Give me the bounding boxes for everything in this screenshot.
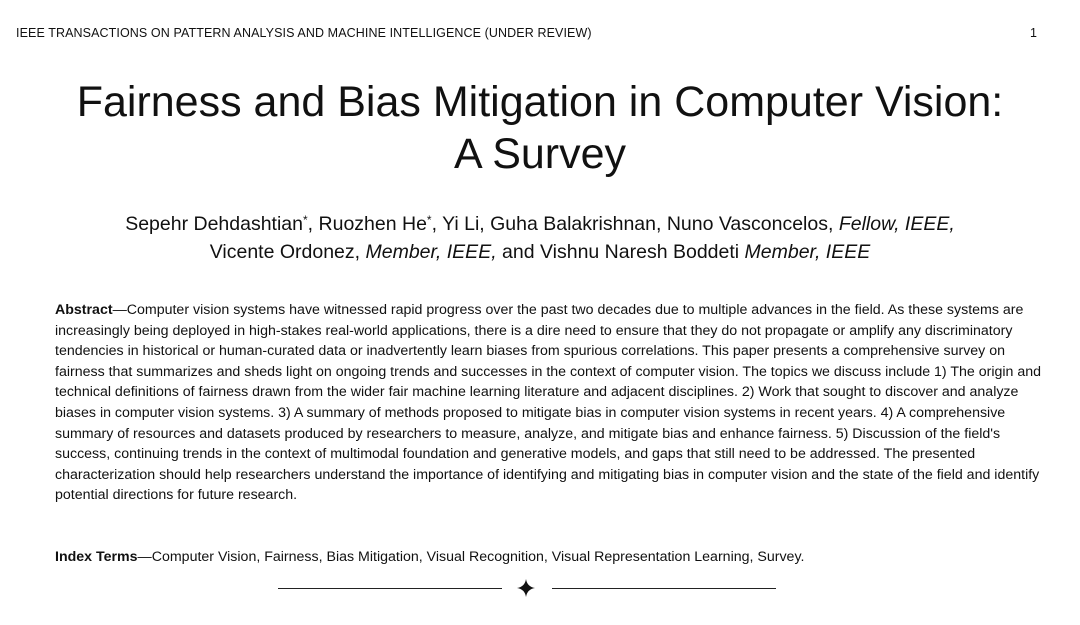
author-names: , Yi Li, Guha Balakrishnan, Nuno Vasconcelos, [431, 213, 839, 235]
author-line-1 [0, 210, 1080, 238]
author-name: Sepehr Dehdashtian [125, 213, 303, 235]
author-line-2 [0, 238, 1080, 266]
equal-contribution-mark: * [303, 213, 308, 227]
page-number: 1 [1030, 26, 1037, 40]
index-terms-label: Index Terms [55, 549, 138, 565]
author-separator: , [307, 213, 319, 235]
author-affiliation: Member, IEEE, [365, 241, 497, 263]
title-line-2: A Survey [453, 130, 627, 178]
divider-line-right [552, 588, 776, 589]
paper-title [0, 76, 1080, 180]
author-list [0, 210, 1080, 266]
author-affiliation: Fellow, IEEE, [838, 213, 955, 235]
divider-line-left [278, 588, 502, 589]
abstract-label: Abstract [55, 302, 113, 318]
title-line-1: Fairness and Bias Mitigation in Computer Vision: [76, 78, 1004, 126]
author-name: Vicente Ordonez, [209, 241, 366, 263]
index-terms-text: —Computer Vision, Fairness, Bias Mitigation, Visual Recognition, Visual Representation Learning, Survey. [137, 549, 805, 565]
abstract [55, 300, 1045, 506]
author-affiliation: Member, IEEE [744, 241, 871, 263]
equal-contribution-mark: * [426, 213, 432, 227]
running-header: IEEE TRANSACTIONS ON PATTERN ANALYSIS AND MACHINE INTELLIGENCE (UNDER REVIEW) [16, 26, 592, 40]
diamond-star-icon [516, 578, 536, 598]
index-terms [55, 547, 1045, 568]
author-name: and Vishnu Naresh Boddeti [496, 241, 745, 263]
author-name: Ruozhen He [318, 213, 427, 235]
abstract-text: —Computer vision systems have witnessed rapid progress over the past two decades due to multiple advances in the field. As these systems are increasingly being deployed in high-stakes real-world applications, there is a dire need to ensure that they do not propagate or amplify any discriminatory tendencies in historical or human-curated data or inadvertently learn biases from spurious correlations. This paper presents a comprehensive survey on fairness that summarizes and sheds light on ongoing trends and successes in the context of computer vision. The topics we discuss include 1) The origin and technical definitions of fairness drawn from the wider fair machine learning literature and adjacent disciplines. 2) Work that sought to discover and analyze biases in computer vision systems. 3) A summary of methods proposed to mitigate bias in computer vision systems in recent years. 4) A comprehensive summary of resources and datasets produced by researchers to measure, analyze, and mitigate bias and enhance fairness. 5) Discussion of the field's success, continuing trends in the context of multimodal foundation and generative models, and gaps that still need to be addressed. The presented characterization should help researchers understand the importance of identifying and mitigating bias in computer vision and the state of the field and identify potential directions for future research. [55, 302, 1042, 504]
